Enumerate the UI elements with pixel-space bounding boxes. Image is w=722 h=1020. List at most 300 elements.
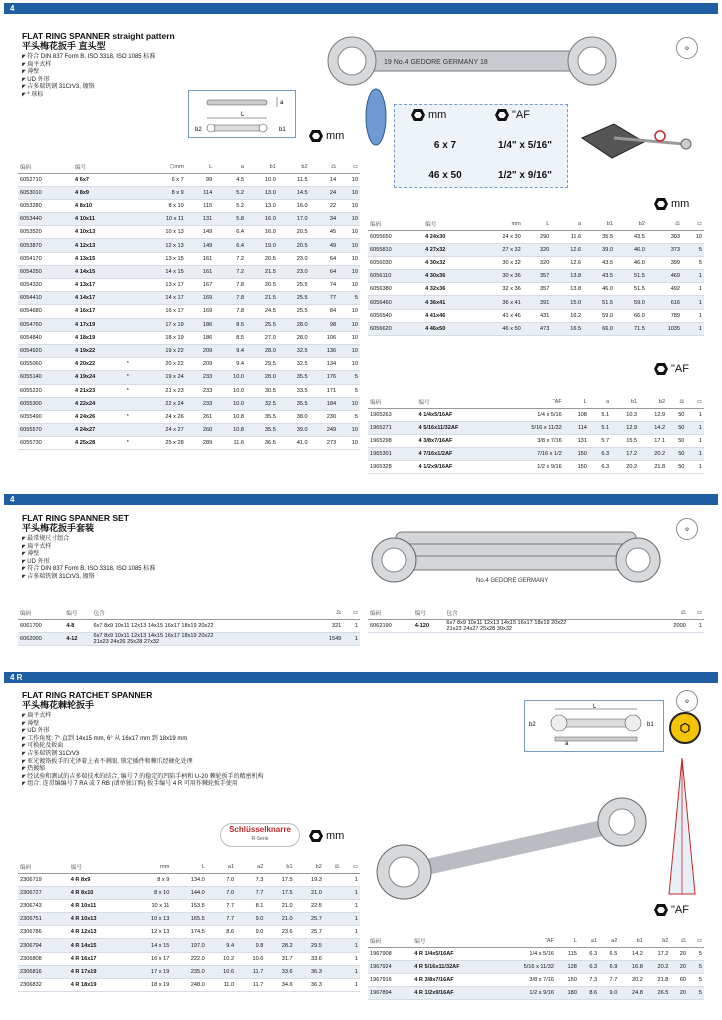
- table-cell: 20.5: [246, 252, 278, 265]
- feature-item: ◤ 吉多瑞钒钢 31CrV3, 镀铬: [22, 84, 155, 92]
- table-cell: 30 x 32: [475, 256, 523, 269]
- guarantee-icon: ⚙: [676, 690, 698, 712]
- table-cell: 169: [186, 305, 214, 318]
- table-cell: 32.5: [246, 397, 278, 410]
- table-cell: 7.2: [214, 252, 246, 265]
- table-cell: 6053010: [18, 186, 73, 199]
- table-cell: 11.5: [278, 173, 310, 186]
- table-cell: 6055730: [18, 437, 73, 450]
- table-cell: *: [125, 384, 138, 397]
- table-cell: 71.5: [615, 322, 647, 335]
- spanner-in-case-photo: [574, 118, 694, 168]
- section-3-features: [22, 713, 362, 789]
- section-1-title-cn: 平头梅花扳手 直头型: [22, 41, 106, 51]
- table-cell: 10.2: [207, 952, 236, 965]
- table-cell: 66.0: [583, 322, 615, 335]
- table-row: [18, 199, 360, 212]
- table-2-unit-mm-badge: [654, 198, 689, 210]
- section-1-header-bar: [4, 3, 718, 14]
- table-cell: 4 24x30: [423, 230, 475, 243]
- col-a: a: [589, 397, 611, 408]
- feature-item: ◤ 符合 DIN 837 Form B, ISO 3318, ISO 1085 标准: [22, 54, 155, 62]
- table-cell: 233: [186, 397, 214, 410]
- table-cell: 1: [342, 965, 360, 978]
- table-cell: 26.5: [645, 987, 671, 1000]
- table-row: [368, 408, 704, 421]
- table-row: [18, 239, 360, 252]
- table-cell: 36.3: [295, 965, 324, 978]
- table-cell: 4 27x32: [423, 243, 475, 256]
- table-cell: 10: [338, 318, 360, 331]
- col-b2: b2: [278, 162, 310, 173]
- table-cell: [324, 979, 342, 992]
- table-cell: 30 x 36: [475, 270, 523, 283]
- table-cell: 7.7: [236, 886, 265, 899]
- table-cell: 6053870: [18, 239, 73, 252]
- col-af: "AF: [497, 936, 556, 947]
- logo-sub: R-Serie: [251, 836, 269, 842]
- table-cell: 1: [343, 632, 360, 645]
- table-row: [368, 434, 704, 447]
- feature-item: ◤ 扁平式样: [22, 544, 155, 552]
- table-cell: 51.5: [615, 270, 647, 283]
- col-no: 编号: [417, 397, 500, 408]
- col-b2: b2: [295, 862, 324, 873]
- guarantee-icon: ⚙: [676, 37, 698, 59]
- col-weight-icon: ⚖: [310, 162, 338, 173]
- col-weight-icon: ⚖: [659, 608, 688, 619]
- table-cell: 150: [556, 973, 579, 986]
- table-cell: 4 R 14x15: [69, 939, 128, 952]
- table-cell: 6 x 7: [138, 173, 186, 186]
- table-cell: 8.1: [236, 899, 265, 912]
- section-2-title-en: FLAT RING SPANNER SET: [22, 513, 129, 523]
- table-cell: 1/2 x 9/16: [499, 461, 564, 474]
- table-cell: 23.0: [278, 265, 310, 278]
- table-cell: 24 x 26: [138, 410, 186, 423]
- table-cell: 233: [186, 371, 214, 384]
- col-pack-icon: ▭: [342, 862, 360, 873]
- table-cell: 4 14x17: [73, 292, 125, 305]
- table-cell: 50: [667, 421, 686, 434]
- table-row: [368, 322, 704, 335]
- table-row: [18, 410, 360, 423]
- col-contents: 包含: [92, 608, 314, 619]
- col-pack-icon: ▭: [682, 219, 704, 230]
- variant-af-min: 1/4" x 5/16": [498, 140, 552, 151]
- table-cell: 25.7: [295, 913, 324, 926]
- table-row: [18, 965, 360, 978]
- table-cell: 32.5: [278, 344, 310, 357]
- table-cell: 7/16 x 1/2: [499, 448, 564, 461]
- table-cell: 10: [338, 331, 360, 344]
- table-cell: 1: [342, 899, 360, 912]
- table-cell: [125, 186, 138, 199]
- table-cell: 235.0: [171, 965, 206, 978]
- table-cell: 6054680: [18, 305, 73, 318]
- table-cell: 77: [310, 292, 338, 305]
- table-cell: 249: [310, 424, 338, 437]
- table-cell: 4 24x26: [73, 410, 125, 423]
- dimension-drawing: [188, 90, 296, 138]
- table-cell: 209: [186, 358, 214, 371]
- table-cell: 20.2: [619, 973, 645, 986]
- col-b1: b1: [619, 936, 645, 947]
- table-row: [18, 318, 360, 331]
- table-cell: 6054170: [18, 252, 73, 265]
- table-cell: 431: [523, 309, 552, 322]
- section-3-header-bar: [4, 672, 718, 683]
- table-cell: 6055060: [18, 358, 73, 371]
- table-cell: 10: [338, 186, 360, 199]
- section-3-title: [22, 690, 152, 710]
- table-row: [368, 309, 704, 322]
- table-cell: 4 R 8x10: [69, 886, 128, 899]
- table-cell: 10.3: [611, 408, 639, 421]
- table-cell: 789: [647, 309, 682, 322]
- table-row: [368, 987, 704, 1000]
- table-row: [18, 292, 360, 305]
- table-cell: 5: [688, 987, 704, 1000]
- table-cell: *: [125, 371, 138, 384]
- table-cell: 6056110: [368, 270, 423, 283]
- table-cell: 222.0: [171, 952, 206, 965]
- blue-tag-icon: [363, 86, 389, 148]
- table-header-row: [368, 936, 704, 947]
- table-cell: 1965298: [368, 434, 417, 447]
- table-cell: 4 19x22: [73, 344, 125, 357]
- table-cell: 6.3: [589, 448, 611, 461]
- table-cell: 41 x 46: [475, 309, 523, 322]
- feature-item: ◤ UD 外形: [22, 728, 362, 736]
- table-cell: 5.7: [589, 434, 611, 447]
- table-cell: 5/16 x 11/32: [499, 421, 564, 434]
- table-cell: 373: [647, 243, 682, 256]
- table-cell: 35.5: [583, 230, 615, 243]
- table-cell: 2000: [659, 619, 688, 632]
- table-cell: 33.6: [295, 952, 324, 965]
- table-cell: 10: [682, 230, 704, 243]
- table-cell: [324, 873, 342, 886]
- table-cell: 32 x 36: [475, 283, 523, 296]
- variant-af-label: "AF: [512, 109, 530, 121]
- feature-item: ◤ 亚光镀铬扳手的光泽着上表不刺眼, 锁定插件和棘爪经硬化处理: [22, 759, 362, 767]
- table-body: [368, 619, 704, 632]
- table-cell: 32.5: [278, 358, 310, 371]
- table-cell: 10: [338, 265, 360, 278]
- table-cell: 10.6: [236, 952, 265, 965]
- table-cell: 4 36x41: [423, 296, 475, 309]
- col-code: 编码: [368, 608, 413, 619]
- table-cell: 13 x 17: [138, 279, 186, 292]
- hex-icon: [411, 109, 425, 121]
- variant-af-max: 1/2" x 9/16": [498, 170, 552, 181]
- table-cell: 21.5: [246, 265, 278, 278]
- col-mm: mm: [475, 219, 523, 230]
- table-cell: 6053440: [18, 213, 73, 226]
- table-cell: 10 x 13: [138, 226, 186, 239]
- table-cell: [125, 239, 138, 252]
- table-cell: 11.6: [551, 230, 583, 243]
- table-cell: 16 x 17: [138, 305, 186, 318]
- table-cell: 1/2 x 9/16: [497, 987, 556, 1000]
- table-cell: 149: [186, 226, 214, 239]
- table-cell: 303: [647, 230, 682, 243]
- feature-item: ◤ 符合 DIN 837 Form B, ISO 3318, ISO 1085 标准: [22, 566, 155, 574]
- table-cell: 4 13x17: [73, 279, 125, 292]
- hex-icon: [654, 904, 668, 916]
- table-cell: 1965263: [368, 408, 417, 421]
- table-cell: 261: [186, 410, 214, 423]
- table-cell: 29.5: [295, 939, 324, 952]
- table-cell: 2306743: [18, 899, 69, 912]
- table-cell: 39.0: [583, 243, 615, 256]
- table-cell: 6.5: [599, 947, 619, 960]
- spanner-dimension-svg: [189, 91, 295, 137]
- table-cell: 24.5: [246, 305, 278, 318]
- table-cell: 128: [556, 960, 579, 973]
- table-row: [18, 186, 360, 199]
- unit-mm-label: mm: [326, 830, 345, 842]
- table-cell: 6053520: [18, 226, 73, 239]
- table-cell: 1: [343, 619, 360, 632]
- col-weight-icon: ⚖: [314, 608, 344, 619]
- section-2-features: [22, 536, 155, 582]
- table-cell: 7.0: [207, 873, 236, 886]
- table-cell: 25.5: [278, 279, 310, 292]
- table-cell: 22 x 24: [138, 397, 186, 410]
- table-3-unit-af-badge: [654, 363, 689, 375]
- table-cell: 25 x 28: [138, 437, 186, 450]
- table-cell: 5: [682, 243, 704, 256]
- table-cell: 6.3: [579, 960, 599, 973]
- table-3-unit-af-label: "AF: [671, 363, 689, 375]
- table-cell: 17.5: [265, 886, 294, 899]
- table-cell: 6054410: [18, 292, 73, 305]
- table-row: [368, 270, 704, 283]
- table-row: [18, 926, 360, 939]
- table-cell: 171: [310, 384, 338, 397]
- table-cell: 4 30x32: [423, 256, 475, 269]
- table-cell: 20: [670, 947, 688, 960]
- table-cell: 4 10x13: [73, 226, 125, 239]
- table-row: [18, 265, 360, 278]
- table-cell: 14 x 17: [138, 292, 186, 305]
- table-cell: 28.2: [265, 939, 294, 952]
- table-cell: 6.3: [589, 461, 611, 474]
- table-cell: 5: [688, 973, 704, 986]
- table-cell: 20.5: [278, 226, 310, 239]
- table-cell: 1: [686, 408, 704, 421]
- table-cell: 174.5: [171, 926, 206, 939]
- variant-mm-header: [411, 109, 446, 121]
- table-cell: 1: [688, 619, 704, 632]
- variant-mm-min: 6 x 7: [433, 140, 457, 151]
- table-cell: 6055220: [18, 384, 73, 397]
- table-cell: 20: [670, 960, 688, 973]
- feature-item: ◤ 吉多瑞钒钢 31CrV3, 镀铬: [22, 574, 155, 582]
- spanner-set-photo: [366, 520, 666, 602]
- table-cell: 134.0: [171, 873, 206, 886]
- table-cell: [125, 344, 138, 357]
- dim-l-label: L: [593, 704, 597, 710]
- table-cell: 2306832: [18, 979, 69, 992]
- table-row: [18, 437, 360, 450]
- table-cell: 13.8: [551, 270, 583, 283]
- table-cell: [125, 226, 138, 239]
- table-cell: 6x7 8x9 10x11 12x13 14x15 16x17 18x19 20x22 21x23 24x27 25x28 30x32: [444, 619, 659, 632]
- table-cell: 27.0: [246, 331, 278, 344]
- table-cell: 50: [667, 461, 686, 474]
- table-cell: 10: [338, 305, 360, 318]
- table-cell: 13.0: [246, 199, 278, 212]
- table-cell: 5/16 x 11/32: [497, 960, 556, 973]
- col-no: 编号: [412, 936, 497, 947]
- table-cell: 1: [686, 434, 704, 447]
- table-cell: 4 R 8x9: [69, 873, 128, 886]
- table-cell: [324, 952, 342, 965]
- table-cell: 66.0: [615, 309, 647, 322]
- table-cell: 35.5: [246, 410, 278, 423]
- variant-box: [394, 104, 568, 188]
- table-cell: 6054840: [18, 331, 73, 344]
- table-cell: 12.9: [639, 408, 667, 421]
- table-cell: 1965301: [368, 448, 417, 461]
- hex-icon: [654, 363, 668, 375]
- table-cell: 289: [186, 437, 214, 450]
- table-cell: 114: [186, 186, 214, 199]
- table-cell: 260: [186, 424, 214, 437]
- table-cell: 4 17x19: [73, 318, 125, 331]
- table-cell: 17.2: [645, 947, 671, 960]
- table-cell: 22: [310, 199, 338, 212]
- col-l: L: [564, 397, 589, 408]
- table-cell: 273: [310, 437, 338, 450]
- table-cell: [125, 213, 138, 226]
- table-cell: 8 x 9: [127, 873, 171, 886]
- table-cell: 51.5: [615, 283, 647, 296]
- ratchet-spanner-photo: [376, 794, 648, 902]
- table-cell: 39.0: [278, 424, 310, 437]
- table-cell: 473: [523, 322, 552, 335]
- table-cell: 9.0: [236, 926, 265, 939]
- hex-icon: [495, 109, 509, 121]
- table-cell: 12.9: [611, 421, 639, 434]
- section-3-title-cn: 平头梅花棘轮扳手: [22, 700, 95, 710]
- table-cell: 43.5: [583, 256, 615, 269]
- table-body: [18, 873, 360, 992]
- table-cell: 1: [342, 939, 360, 952]
- table-cell: 320: [523, 256, 552, 269]
- table-cell: 1: [342, 952, 360, 965]
- table-cell: 1: [682, 322, 704, 335]
- table-cell: 45: [310, 226, 338, 239]
- table-cell: 4 41x46: [423, 309, 475, 322]
- col-a1: a1: [579, 936, 599, 947]
- table-cell: 6.4: [214, 226, 246, 239]
- table-row: [18, 397, 360, 410]
- hex-icon: [654, 198, 668, 210]
- table-cell: 6054250: [18, 265, 73, 278]
- table-cell: 16.0: [246, 213, 278, 226]
- table-cell: 16.5: [551, 322, 583, 335]
- table-cell: 5.2: [214, 186, 246, 199]
- table-cell: 10.0: [214, 384, 246, 397]
- table-cell: 10: [338, 344, 360, 357]
- table-cell: 469: [647, 270, 682, 283]
- table-cell: 357: [523, 283, 552, 296]
- table-cell: 25.7: [295, 926, 324, 939]
- table-cell: 161: [186, 252, 214, 265]
- table-cell: 34: [310, 213, 338, 226]
- table-cell: 2306719: [18, 873, 69, 886]
- table-cell: 1: [686, 448, 704, 461]
- table-cell: 4 R 1/2x9/16AF: [412, 987, 497, 1000]
- table-cell: 169: [186, 292, 214, 305]
- hex-icon: [309, 130, 323, 142]
- table-straight-af: [368, 397, 704, 474]
- guarantee-icon: ⚙: [676, 518, 698, 540]
- table-cell: 6056620: [368, 322, 423, 335]
- section-3-number: 4 R: [10, 673, 23, 682]
- table-cell: 49: [310, 239, 338, 252]
- table-cell: 9.4: [207, 939, 236, 952]
- table-cell: 167: [186, 279, 214, 292]
- table-cell: 19.3: [295, 873, 324, 886]
- table-cell: 20.2: [645, 960, 671, 973]
- table-body: [18, 173, 360, 450]
- table-row: [18, 899, 360, 912]
- table-cell: 14.2: [619, 947, 645, 960]
- table-cell: 4 1/2x9/16AF: [417, 461, 500, 474]
- table-cell: 153.5: [171, 899, 206, 912]
- table-row: [18, 358, 360, 371]
- table-row: [18, 226, 360, 239]
- table-cell: 6.4: [214, 239, 246, 252]
- logo-text: Schlüsselknarre: [229, 825, 291, 834]
- table-cell: 20.2: [611, 461, 639, 474]
- table-row: [368, 421, 704, 434]
- table-cell: 31.7: [265, 952, 294, 965]
- table-cell: 4-8: [64, 619, 91, 632]
- table-cell: 8 x 10: [127, 886, 171, 899]
- col-pack-icon: ▭: [688, 936, 704, 947]
- table-cell: 134: [310, 358, 338, 371]
- table-row: [18, 252, 360, 265]
- section-2-header-bar: [4, 494, 718, 505]
- col-a1: a1: [207, 862, 236, 873]
- table-cell: 6056030: [368, 256, 423, 269]
- table-cell: 6056380: [368, 283, 423, 296]
- table-cell: 16.2: [551, 309, 583, 322]
- table-cell: 21.5: [246, 292, 278, 305]
- table-ratchet-af: [368, 936, 704, 1000]
- table-cell: 16.0: [278, 199, 310, 212]
- dim-b1-label: b1: [647, 722, 654, 728]
- table-cell: 7.7: [599, 973, 619, 986]
- table-row: [368, 296, 704, 309]
- table-cell: 6056460: [368, 296, 423, 309]
- col-af: "AF: [499, 397, 564, 408]
- table-cell: 4 16x17: [73, 305, 125, 318]
- col-weight-icon: ⚖: [647, 219, 682, 230]
- table-cell: 4 5/16x11/32AF: [417, 421, 500, 434]
- table-cell: 5: [688, 947, 704, 960]
- table-cell: 4-120: [413, 619, 445, 632]
- table-cell: 25.5: [246, 318, 278, 331]
- table-ratchet-mm: [18, 862, 360, 992]
- table-row: [18, 873, 360, 886]
